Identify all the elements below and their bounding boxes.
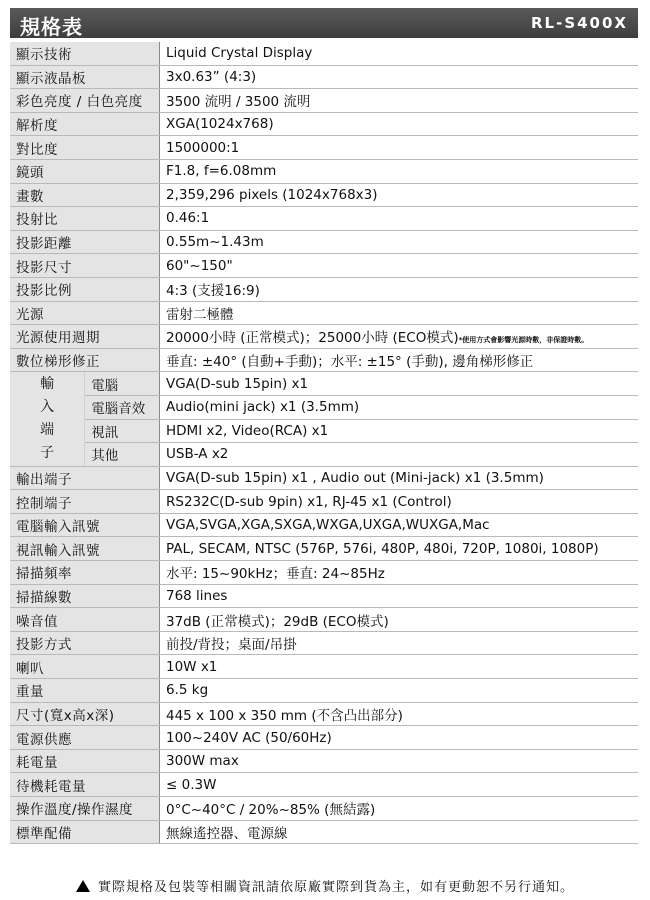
spec-value: F1.8, f=6.08mm [160,159,639,183]
spec-value-text: 20000小時 (正常模式)；25000小時 (ECO模式) [166,330,459,347]
spec-label: 電源供應 [10,726,160,750]
spec-label: 顯示液晶板 [10,65,160,89]
spec-label: 標準配備 [10,820,160,844]
spec-footnote: *使用方式會影響光源時數，非保證時數。 [458,336,589,345]
spec-row [10,655,638,679]
spec-row [10,254,638,278]
input-port-label: 視訊 [85,419,160,443]
spec-label: 投影比例 [10,277,160,301]
spec-row [10,230,638,254]
spec-value: 4:3 (支援16:9) [160,277,639,301]
spec-value: VGA,SVGA,XGA,SXGA,WXGA,UXGA,WUXGA,Mac [160,513,639,537]
spec-label: 光源 [10,301,160,325]
input-port-value: Audio(mini jack) x1 (3.5mm) [160,395,639,419]
spec-value: 768 lines [160,584,639,608]
spec-row [10,726,638,750]
model-name: RL-S400X [530,14,628,32]
spec-label: 畫數 [10,183,160,207]
spec-value: 雷射二極體 [160,301,639,325]
spec-row [10,513,638,537]
spec-value: 無線遙控器、電源線 [160,820,639,844]
spec-row [10,749,638,773]
input-port-label: 電腦音效 [85,395,160,419]
spec-label: 顯示技術 [10,42,160,65]
spec-label: 解析度 [10,112,160,136]
spec-row [10,773,638,797]
spec-label: 鏡頭 [10,159,160,183]
spec-row [10,183,638,207]
spec-value: 前投/背投；桌面/吊掛 [160,631,639,655]
page-title: 規格表 [20,15,83,39]
spec-row [10,301,638,325]
spec-label: 掃描線數 [10,584,160,608]
spec-row [10,207,638,231]
spec-row [10,631,638,655]
group-char: 入 [40,399,55,415]
spec-row [10,42,638,65]
spec-row [10,325,638,349]
spec-header [10,8,638,38]
spec-label: 耗電量 [10,749,160,773]
spec-row [10,561,638,585]
spec-label: 投影距離 [10,230,160,254]
input-port-row [10,443,638,467]
group-char: 輸 [40,376,55,392]
spec-table [10,42,638,844]
spec-row [10,466,638,490]
disclaimer [0,876,650,895]
spec-label: 投射比 [10,207,160,231]
spec-value: 1500000:1 [160,136,639,160]
spec-value: 0°C~40°C / 20%~85% (無結露) [160,797,639,821]
spec-value: 10W x1 [160,655,639,679]
spec-label: 控制端子 [10,490,160,514]
spec-value: 445 x 100 x 350 mm (不含凸出部分) [160,702,639,726]
spec-label: 對比度 [10,136,160,160]
spec-value: 3500 流明 / 3500 流明 [160,89,639,113]
spec-value: Liquid Crystal Display [160,42,639,65]
spec-value [160,325,639,349]
spec-label: 喇叭 [10,655,160,679]
warning-triangle-icon [76,880,90,892]
spec-label: 掃描頻率 [10,561,160,585]
spec-value: 垂直: ±40° (自動+手動)；水平: ±15° (手動), 邊角梯形修正 [160,348,639,372]
input-port-label: 電腦 [85,372,160,396]
disclaimer-text: 實際規格及包裝等相關資訊請依原廠實際到貨為主，如有更動恕不另行通知。 [97,880,574,895]
spec-value: 2,359,296 pixels (1024x768x3) [160,183,639,207]
spec-value: 0.55m~1.43m [160,230,639,254]
spec-row [10,820,638,844]
spec-row [10,277,638,301]
spec-row [10,584,638,608]
spec-label: 投影方式 [10,631,160,655]
spec-label: 光源使用週期 [10,325,160,349]
spec-value: 60"~150" [160,254,639,278]
spec-label: 噪音值 [10,608,160,632]
spec-row [10,679,638,703]
spec-value: 水平: 15~90kHz；垂直: 24~85Hz [160,561,639,585]
spec-label: 數位梯形修正 [10,348,160,372]
spec-value: 300W max [160,749,639,773]
spec-row [10,797,638,821]
spec-row [10,112,638,136]
spec-label: 電腦輸入訊號 [10,513,160,537]
input-port-row [10,395,638,419]
spec-value: 37dB (正常模式)；29dB (ECO模式) [160,608,639,632]
input-port-row [10,372,638,396]
spec-row [10,89,638,113]
spec-row [10,136,638,160]
input-port-row [10,419,638,443]
spec-row [10,608,638,632]
input-port-value: VGA(D-sub 15pin) x1 [160,372,639,396]
group-char: 子 [40,445,55,461]
input-port-label: 其他 [85,443,160,467]
spec-value: 100~240V AC (50/60Hz) [160,726,639,750]
spec-row [10,65,638,89]
input-ports-group-label [10,372,85,466]
spec-value: VGA(D-sub 15pin) x1 , Audio out (Mini-jack) x1 (3.5mm) [160,466,639,490]
spec-label: 投影尺寸 [10,254,160,278]
spec-label: 重量 [10,679,160,703]
spec-row [10,490,638,514]
group-char: 端 [40,422,55,438]
spec-label: 彩色亮度 / 白色亮度 [10,89,160,113]
input-port-value: USB-A x2 [160,443,639,467]
spec-row [10,702,638,726]
spec-row [10,348,638,372]
spec-row [10,537,638,561]
spec-label: 輸出端子 [10,466,160,490]
spec-value: PAL, SECAM, NTSC (576P, 576i, 480P, 480i, 720P, 1080i, 1080P) [160,537,639,561]
spec-label: 視訊輸入訊號 [10,537,160,561]
spec-label: 待機耗電量 [10,773,160,797]
spec-row [10,159,638,183]
spec-value: ≤ 0.3W [160,773,639,797]
spec-value: 0.46:1 [160,207,639,231]
spec-value: 3x0.63” (4:3) [160,65,639,89]
spec-label: 操作溫度/操作濕度 [10,797,160,821]
input-port-value: HDMI x2, Video(RCA) x1 [160,419,639,443]
spec-value: RS232C(D-sub 9pin) x1, RJ-45 x1 (Control) [160,490,639,514]
spec-label: 尺寸(寬x高x深) [10,702,160,726]
spec-value: 6.5 kg [160,679,639,703]
spec-value: XGA(1024x768) [160,112,639,136]
